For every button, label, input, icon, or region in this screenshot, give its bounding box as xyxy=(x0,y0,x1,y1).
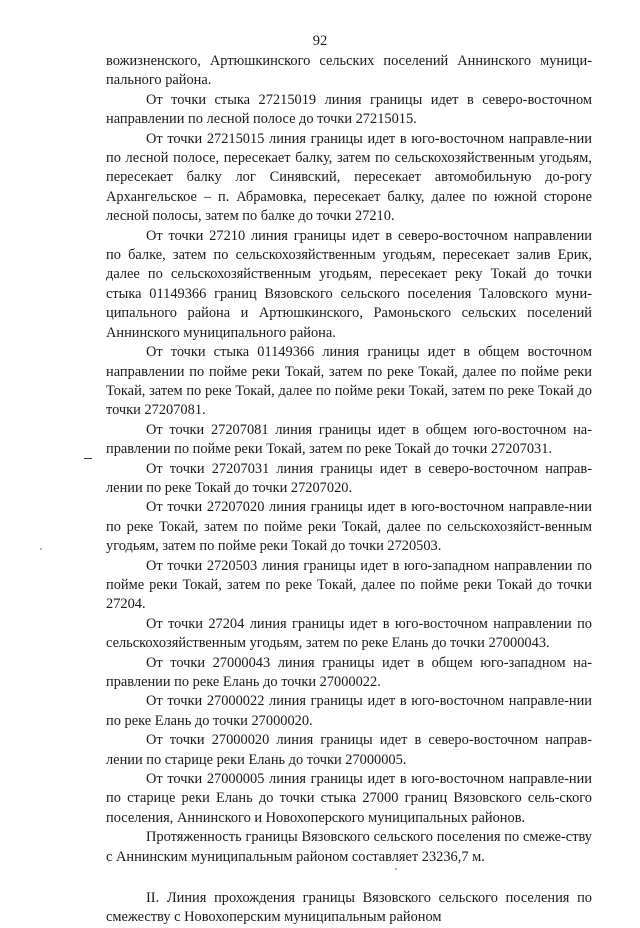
page-number: 92 xyxy=(312,33,328,49)
paragraph: От точки 27210 линия границы идет в северо-восточном направлении по балке, затем по сельскохозяйственным угодьям, пересекает залив Ерик, далее по сельскохозяйственным угодьям, пересекает реку Токай до точки стыка 01149366 границ Вязовского сельского поселения Таловского муни-ципального района и Артюшкинского, Рамоньского сельских поселений Аннинского муниципального района. xyxy=(106,227,592,341)
scan-speck xyxy=(40,548,42,550)
paragraph: От точки 27204 линия границы идет в юго-восточном направлении по сельскохозяйственным угодьям, затем по реке Елань до точки 27000043. xyxy=(106,615,592,652)
paragraph: От точки стыка 01149366 линия границы идет в общем восточном направлении по пойме реки Токай, затем по реке Токай, далее по пойме реки Токай, затем по реке Токай, далее по пойме реки Токай, затем по реке Токай до точки 27207081. xyxy=(106,344,592,419)
paragraph: От точки 27000005 линия границы идет в юго-восточном направле-нии по старице реки Елань до точки стыка 27000 границ Вязовского сель-ского поселения, Аннинского и Новохоперского муниципальных районов. xyxy=(106,771,592,826)
paragraph: От точки 27000022 линия границы идет в юго-восточном направле-нии по реке Елань до точки 27000020. xyxy=(106,693,592,729)
section-heading: II. Линия прохождения границы Вязовского сельского поселения по смежеству с Новохоперским муниципальным районом xyxy=(106,890,592,926)
paragraph: От точки стыка 27215019 линия границы идет в северо-восточном направлении по лесной полосе до точки 27215015. xyxy=(106,91,592,128)
paragraph: От точки 27207020 линия границы идет в юго-восточном направле-нии по реке Токай, затем по пойме реки Токай, далее по сельскохозяйст-венным угодьям, затем по пойме реки Токай до точки 2720503. xyxy=(106,499,592,555)
paragraph: вожизненского, Артюшкинского сельских поселений Аннинского муници-пального района. xyxy=(106,53,592,89)
document-body xyxy=(106,52,592,928)
paragraph: От точки 27207081 линия границы идет в общем юго-восточном на-правлении по пойме реки Токай, затем по реке Токай до точки 27207031. xyxy=(106,421,592,458)
paragraph: Протяженность границы Вязовского сельского поселения по смеже-ству с Аннинским муниципальным районом составляет 23236,7 м. xyxy=(106,829,592,865)
paragraph: От точки 27000043 линия границы идет в общем юго-западном на-правлении по реке Елань до точки 27000022. xyxy=(106,654,592,690)
paragraph: От точки 27215015 линия границы идет в юго-восточном направле-нии по лесной полосе, пересекает балку, затем по сельскохозяйственным угодьям, пересекает балку лог Синявский, пересекает автомобильную до-рогу Архангельское – п. Абрамовка, пересекает балку, далее по южной стороне лесной полосы, затем по балке до точки 27210. xyxy=(106,130,592,225)
paragraph: От точки 27000020 линия границы идет в северо-восточном направ-лении по старице реки Елань до точки 27000005. xyxy=(106,732,592,768)
margin-mark xyxy=(84,458,92,459)
paragraph: От точки 2720503 линия границы идет в юго-западном направлении по пойме реки Токай, затем по реке Токай, далее по пойме реки Токай до точки 27204. xyxy=(106,557,592,613)
paragraph: От точки 27207031 линия границы идет в северо-восточном направ-лении по реке Токай до точки 27207020. xyxy=(106,460,592,496)
